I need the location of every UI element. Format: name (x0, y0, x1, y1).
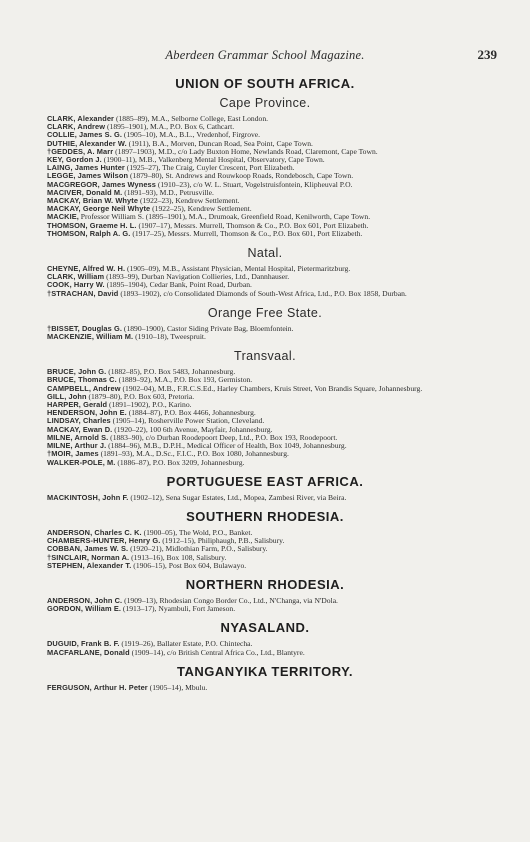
entry-detail: (1905–14), Rosherville Power Station, Cleveland. (110, 416, 265, 426)
entry-detail: (1891–93), M.D., Petrusville. (122, 187, 214, 197)
entry-name: HARPER, Gerald (47, 400, 108, 410)
subsection-title: Cape Province. (219, 96, 311, 110)
entry-name: MACIVER, Donald M. (47, 187, 123, 197)
entry-name: MILNE, Arnold S. (47, 432, 109, 442)
entry-detail: (1919–26), Ballater Estate, P.O. Chintecha. (119, 639, 253, 649)
entry-name: COBBAN, James W. S. (47, 544, 129, 554)
entry-name: ANDERSON, Charles C. K. (47, 527, 142, 537)
directory-content (47, 76, 483, 692)
entry-detail: (1912–15), Philiphaugh, P.B., Salisbury. (160, 536, 285, 546)
entry-name: ANDERSON, John C. (47, 595, 123, 605)
entry-name: CHEYNE, Alfred W. H. (47, 264, 126, 274)
entry-detail: (1884–96), M.B., D.P.H., Medical Officer of Health, Box 1049, Johannesburg. (106, 441, 347, 451)
entry-name: CAMPBELL, Andrew (47, 383, 121, 393)
subsection-title: Natal. (247, 246, 283, 261)
entry-name: †STRACHAN, David (47, 288, 119, 298)
entry-name: WALKER-POLE, M. (47, 457, 116, 467)
entry-detail: Professor William S. (1895–1901), M.A., Drumoak, Greenfield Road, Kenilworth, Cape Town. (78, 212, 371, 222)
entry-detail: (1905–09), M.B., Assistant Physician, Mental Hospital, Pietermaritzburg. (125, 264, 351, 274)
entry-detail: (1910–23), c/o W. L. Stuart, Vogelstruisfontein, Klipheuval P.O. (155, 179, 353, 189)
section-title: SOUTHERN RHODESIA. (186, 508, 344, 524)
alumni-entry (47, 290, 483, 298)
entry-name: LAING, James Hunter (47, 163, 125, 173)
entry-detail: (1909–13), Rhodesian Congo Border Co., Ltd., N'Changa, via N'Dola. (122, 595, 338, 605)
section-title: PORTUGUESE EAST AFRICA. (166, 473, 364, 489)
entry-name: MACKAY, Brian W. Whyte (47, 196, 139, 206)
entry-name: CLARK, William (47, 272, 105, 282)
alumni-entry (47, 684, 483, 692)
alumni-entry (47, 562, 483, 570)
entry-name: MACKAY, Ewan D. (47, 424, 113, 434)
entry-name: GORDON, William E. (47, 604, 122, 614)
entry-detail: (1885–89), M.A., Selborne College, East London. (114, 114, 269, 123)
entry-detail: (1900–11), M.B., Valkenberg Mental Hospital, Observatory, Cape Town. (101, 155, 325, 165)
entry-detail: (1922–25), Kendrew Settlement. (150, 204, 252, 214)
entry-name: LINDSAY, Charles (47, 416, 111, 426)
entry-detail: (1900–05), The Wold, P.O., Banket. (141, 527, 253, 537)
entry-detail: (1883–90), c/o Durban Roodepoort Deep, Ltd., P.O. Box 193, Roodepoort. (108, 432, 338, 442)
entry-detail: (1913–17), Nyambuli, Fort Jameson. (121, 604, 236, 614)
entry-detail: (1917–25), Messrs. Murrell, Thomson & Co., P.O. Box 601, Port Elizabeth. (130, 228, 363, 238)
entry-detail: (1920–21), Midlothian Farm, P.O., Salisbury. (128, 544, 268, 554)
entry-name: CLARK, Andrew (47, 122, 106, 132)
entry-name: GILL, John (47, 391, 87, 401)
entry-detail: (1891–1902), P.O., Karino. (107, 400, 192, 410)
alumni-entry (47, 230, 483, 238)
entry-name: THOMSON, Graeme H. L. (47, 220, 137, 230)
entry-detail: (1897–1903), M.D., c/o Lady Buxton Home, Newlands Road, Claremont, Cape Town. (113, 146, 378, 156)
entry-name: KEY, Gordon J. (47, 155, 102, 165)
entry-name: MACKENZIE, William M. (47, 332, 134, 342)
entry-name: MILNE, Arthur J. (47, 441, 107, 451)
entry-detail: (1895–1904), Cedar Bank, Point Road, Durban. (104, 280, 252, 290)
entry-name: BRUCE, John G. (47, 367, 107, 377)
entry-detail: (1884–87), P.O. Box 4466, Johannesburg. (126, 408, 256, 418)
running-head (47, 44, 497, 64)
entry-name: CLARK, Alexander (47, 114, 115, 123)
section-title: TANGANYIKA TERRITORY. (177, 663, 353, 679)
entry-detail: (1882–85), P.O. Box 5483, Johannesburg. (106, 367, 236, 377)
entry-detail: (1902–04), M.B., F.R.C.S.Ed., Harley Chambers, Kruis Street, Von Brandis Square, Johannesburg. (120, 383, 423, 393)
entry-name: LEGGE, James Wilson (47, 171, 129, 181)
entry-detail: (1905–14), Mbulu. (147, 682, 208, 692)
entry-name: DUGUID, Frank B. F. (47, 639, 120, 649)
entry-name: MACKIE, (47, 212, 79, 222)
entry-detail: (1920–22), 100 6th Avenue, Mayfair, Johannesburg. (112, 424, 273, 434)
page-number: 239 (477, 47, 497, 62)
entry-detail: (1905–10), M.A., B.L., Vredenhof, Firgrove. (122, 130, 261, 140)
entry-name: HENDERSON, John E. (47, 408, 127, 418)
entry-detail: (1910–18), Tweespruit. (133, 332, 206, 342)
subsection-title: Orange Free State. (207, 305, 323, 320)
entry-detail: (1891–93), M.A., D.Sc., F.I.C., P.O. Box 1080, Johannesburg. (98, 449, 289, 459)
entry-detail: (1906–15), Post Box 604, Bulawayo. (131, 560, 247, 570)
entry-name: MACFARLANE, Donald (47, 647, 130, 657)
entry-name: †MOIR, James (47, 449, 99, 459)
entry-name: COOK, Harry W. (47, 280, 105, 290)
entry-name: †SINCLAIR, Norman A. (47, 552, 130, 562)
entry-detail: (1902–12), Sena Sugar Estates, Ltd., Mopea, Zambesi River, via Beira. (128, 492, 347, 502)
running-title: Aberdeen Grammar School Magazine. (165, 48, 365, 62)
alumni-entry (47, 494, 483, 502)
alumni-entry (47, 459, 483, 467)
entry-name: BRUCE, Thomas C. (47, 375, 117, 385)
alumni-entry (47, 649, 483, 657)
section-title: NYASALAND. (220, 620, 310, 636)
alumni-entry (47, 333, 483, 341)
entry-name: MACGREGOR, James Wyness (47, 179, 156, 189)
entry-name: THOMSON, Ralph A. G. (47, 228, 131, 238)
entry-name: MACKAY, George Neil Whyte (47, 204, 151, 214)
entry-detail: (1925–27), The Craig, Cuyler Crescent, Port Elizabeth. (124, 163, 295, 173)
entry-detail: (1886–87), P.O. Box 3209, Johannesburg. (115, 457, 245, 467)
entry-detail: (1890–1900), Castor Siding Private Bag, Bloemfontein. (122, 323, 294, 333)
entry-name: †BISSET, Douglas G. (47, 323, 123, 333)
entry-detail: (1911), B.A., Morven, Duncan Road, Sea Point, Cape Town. (126, 138, 313, 148)
entry-detail: (1922–23), Kendrew Settlement. (138, 196, 240, 206)
entry-detail: (1893–1902), c/o Consolidated Diamonds of South-West Africa, Ltd., P.O. Box 1858, Durban. (118, 288, 407, 298)
entry-detail: (1879–80), St. Andrews and Rouwkoop Roads, Rondebosch, Cape Town. (128, 171, 354, 181)
entry-detail: (1913–16), Box 108, Salisbury. (129, 552, 227, 562)
entry-detail: (1889–92), M.A., P.O. Box 193, Germiston. (116, 375, 253, 385)
section-title: UNION OF SOUTH AFRICA. (175, 76, 355, 91)
entry-detail: (1893–99), Durban Navigation Collieries, Ltd., Dannhauser. (104, 272, 290, 282)
entry-detail: (1879–80), P.O. Box 603, Pretoria. (86, 391, 195, 401)
entry-detail: (1909–14), c/o British Central Africa Co., Ltd., Blantyre. (129, 647, 305, 657)
entry-name: MACKINTOSH, John F. (47, 492, 129, 502)
subsection-title: Transvaal. (234, 349, 296, 364)
entry-name: FERGUSON, Arthur H. Peter (47, 682, 148, 692)
entry-detail: (1907–17), Messrs. Murrell, Thomson & Co., P.O. Box 601, Port Elizabeth. (136, 220, 369, 230)
section-title: NORTHERN RHODESIA. (185, 576, 345, 592)
entry-name: STEPHEN, Alexander T. (47, 560, 132, 570)
entry-name: DUTHIE, Alexander W. (47, 138, 127, 148)
document-page (47, 44, 497, 692)
entry-name: CHAMBERS-HUNTER, Henry G. (47, 536, 161, 546)
alumni-entry (47, 605, 483, 613)
entry-name: COLLIE, James S. G. (47, 130, 123, 140)
entry-name: †GEDDES, A. Marr (47, 146, 114, 156)
entry-detail: (1895–1901), M.A., P.O. Box 6, Cathcart. (105, 122, 235, 132)
